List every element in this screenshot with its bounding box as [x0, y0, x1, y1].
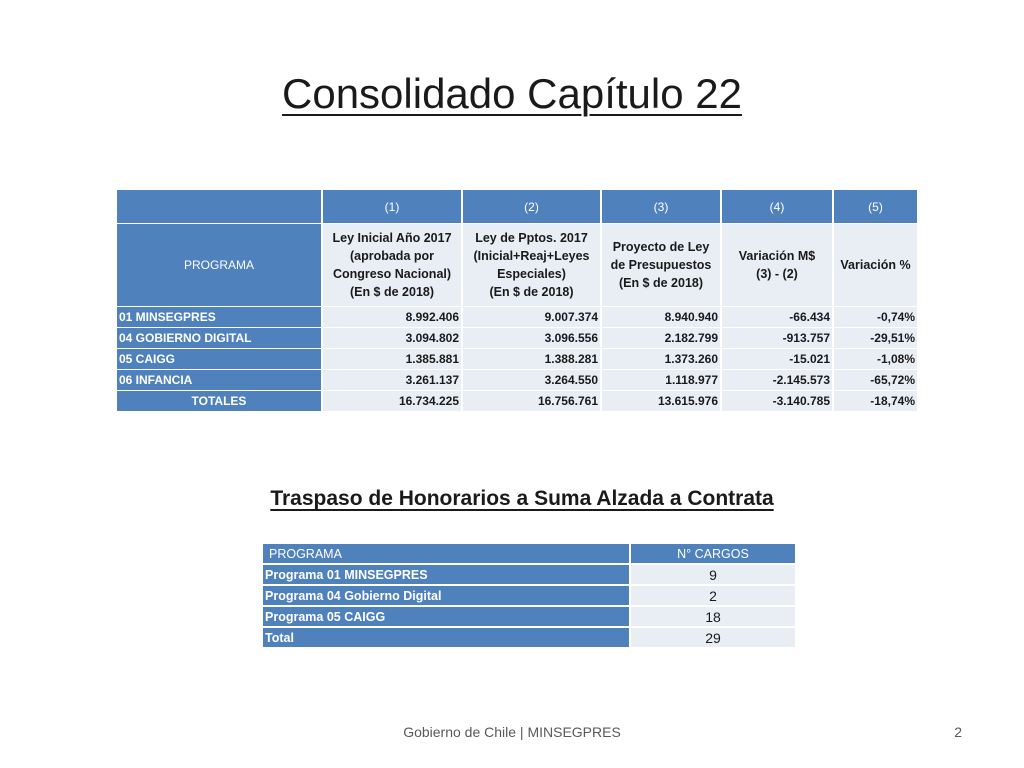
header-line: (3) - (2) — [756, 267, 798, 281]
col-number: (2) — [463, 190, 600, 224]
cargos-value: 18 — [631, 607, 795, 628]
table-cell: -913.757 — [722, 328, 832, 349]
cargos-value: 9 — [631, 565, 795, 586]
table-cell: 3.094.802 — [323, 328, 461, 349]
row-label: 01 MINSEGPRES — [117, 307, 321, 328]
header-line: Ley Inicial Año 2017 — [332, 231, 452, 245]
table-cell: 2.182.799 — [602, 328, 720, 349]
table-cell: -0,74% — [834, 307, 917, 328]
row-label: Programa 04 Gobierno Digital — [263, 586, 629, 607]
col-header-variacion-ms — [722, 224, 832, 307]
header-line: (Inicial+Reaj+Leyes — [473, 249, 590, 263]
table-cell: 1.118.977 — [602, 370, 720, 391]
table-cell: 1.373.260 — [602, 349, 720, 370]
table-cell: 8.992.406 — [323, 307, 461, 328]
table-row — [263, 565, 795, 586]
table-cell: 9.007.374 — [463, 307, 600, 328]
table-cell: -15.021 — [722, 349, 832, 370]
header-line: (En $ de 2018) — [618, 276, 704, 290]
cargos-header: N° CARGOS — [631, 544, 795, 565]
slide-title: Consolidado Capítulo 22 — [282, 70, 742, 117]
col-header-variacion-pct — [834, 224, 917, 307]
col-header-ley-inicial — [323, 224, 461, 307]
cargos-value: 2 — [631, 586, 795, 607]
row-label: Programa 05 CAIGG — [263, 607, 629, 628]
col-header-ley-pptos — [463, 224, 600, 307]
table-cell: -29,51% — [834, 328, 917, 349]
row-label: 05 CAIGG — [117, 349, 321, 370]
cargos-header-row — [263, 544, 795, 565]
table-row — [263, 628, 795, 649]
header-line: (En $ de 2018) — [489, 285, 574, 299]
table-cell: -65,72% — [834, 370, 917, 391]
blank-header-cell — [117, 190, 321, 224]
programa-header: PROGRAMA — [263, 544, 629, 565]
row-label: 06 INFANCIA — [117, 370, 321, 391]
row-label: Programa 01 MINSEGPRES — [263, 565, 629, 586]
table-cell: -66.434 — [722, 307, 832, 328]
cargos-table — [261, 544, 797, 649]
header-line: (aprobada por — [349, 249, 435, 263]
table-row — [117, 349, 917, 370]
totals-cell: -18,74% — [834, 391, 917, 412]
footer-text: Gobierno de Chile | MINSEGPRES — [403, 724, 621, 740]
table-row — [117, 328, 917, 349]
column-header-row — [117, 224, 917, 307]
totals-row — [117, 391, 917, 412]
header-line: Ley de Pptos. 2017 — [475, 231, 588, 245]
table-cell: 3.261.137 — [323, 370, 461, 391]
section-subtitle: Traspaso de Honorarios a Suma Alzada a Contrata — [270, 487, 774, 510]
col-number: (5) — [834, 190, 917, 224]
column-number-row — [117, 190, 917, 224]
header-line: Congreso Nacional) — [332, 267, 452, 281]
col-number: (3) — [602, 190, 720, 224]
programa-header: PROGRAMA — [117, 224, 321, 307]
row-label: 04 GOBIERNO DIGITAL — [117, 328, 321, 349]
col-number: (4) — [722, 190, 832, 224]
header-line: Proyecto de Ley — [612, 240, 710, 254]
totals-cell: 13.615.976 — [602, 391, 720, 412]
totals-cell: -3.140.785 — [722, 391, 832, 412]
header-line: Variación % — [840, 258, 911, 272]
table-row — [117, 307, 917, 328]
page-number: 2 — [954, 724, 962, 740]
table-cell: 3.096.556 — [463, 328, 600, 349]
table-cell: 1.385.881 — [323, 349, 461, 370]
table-cell: 8.940.940 — [602, 307, 720, 328]
table-row — [117, 370, 917, 391]
table-cell: -2.145.573 — [722, 370, 832, 391]
col-header-proyecto — [602, 224, 720, 307]
totals-cell: 16.734.225 — [323, 391, 461, 412]
table-cell: -1,08% — [834, 349, 917, 370]
header-line: (En $ de 2018) — [349, 285, 435, 299]
header-line: de Presupuestos — [610, 258, 712, 272]
table-row — [263, 607, 795, 628]
table-cell: 3.264.550 — [463, 370, 600, 391]
cargos-value: 29 — [631, 628, 795, 649]
header-line: Especiales) — [497, 267, 566, 281]
table-row — [263, 586, 795, 607]
totals-label: TOTALES — [117, 391, 321, 412]
row-label: Total — [263, 628, 629, 649]
col-number: (1) — [323, 190, 461, 224]
table-cell: 1.388.281 — [463, 349, 600, 370]
budget-table — [115, 190, 919, 412]
totals-cell: 16.756.761 — [463, 391, 600, 412]
header-line: Variación M$ — [738, 249, 816, 263]
